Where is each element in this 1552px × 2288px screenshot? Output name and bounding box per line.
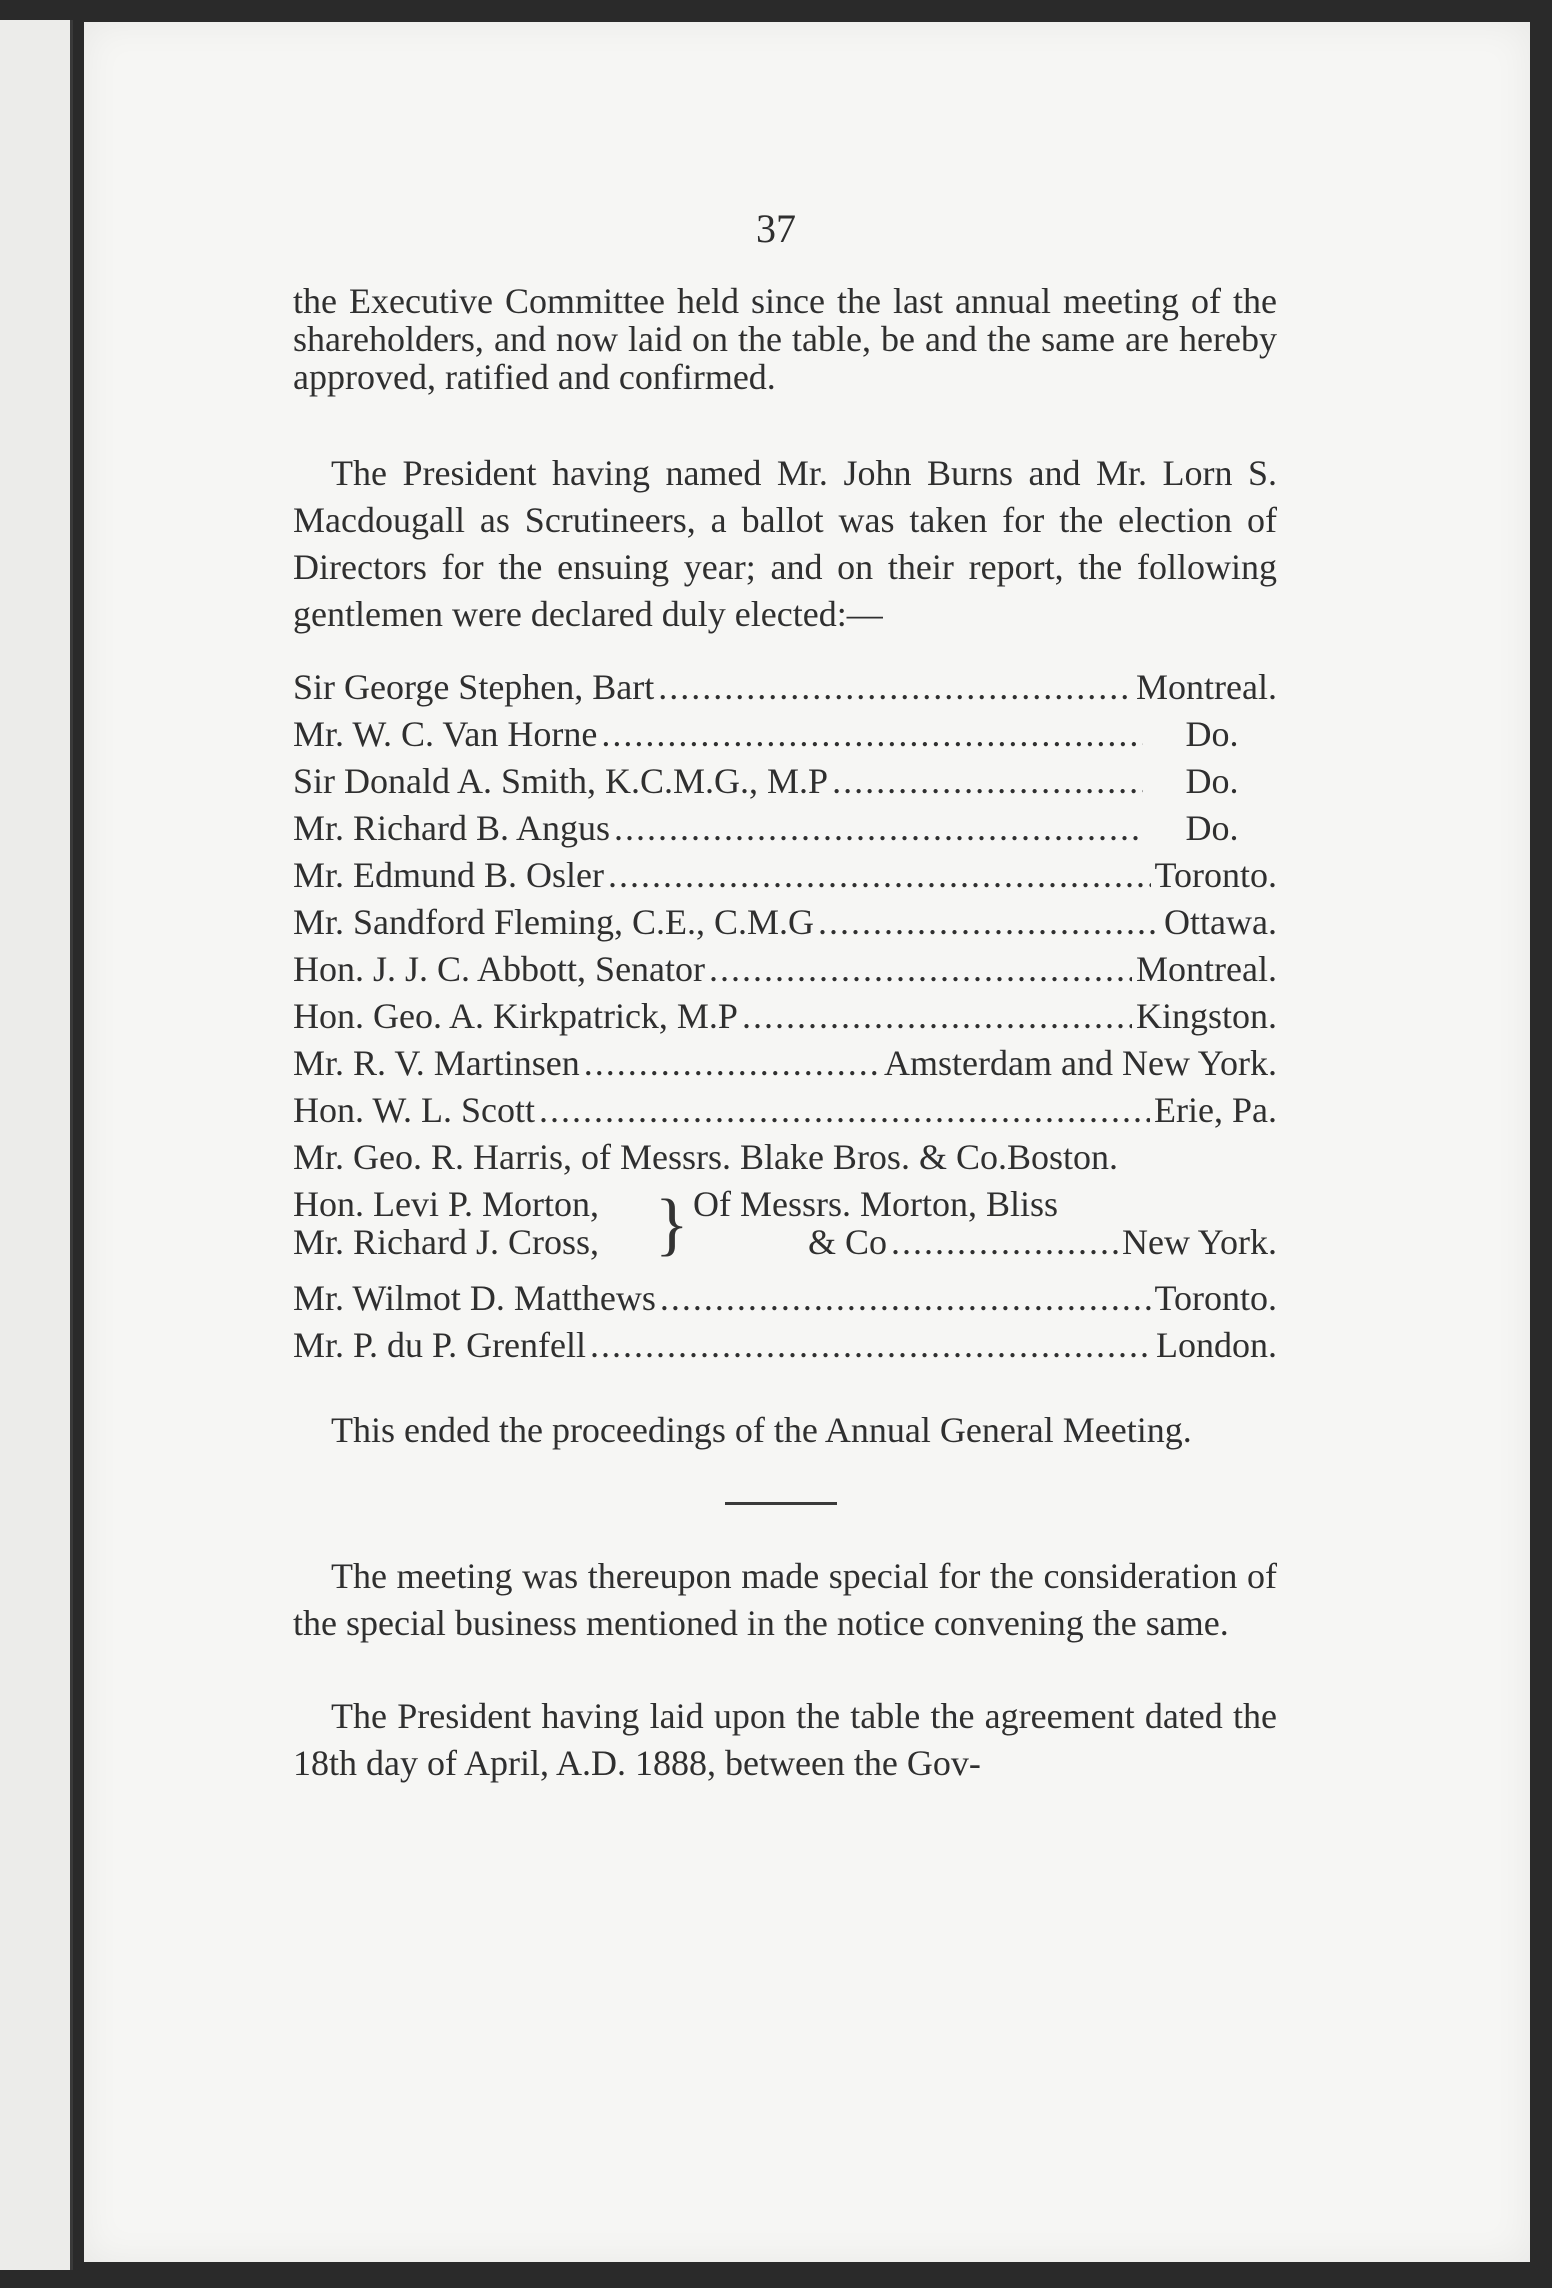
dot-leader — [539, 1087, 1150, 1134]
director-city: Amsterdam and New York. — [884, 1043, 1277, 1083]
director-city: Do. — [1185, 761, 1239, 801]
dot-leader — [891, 1219, 1118, 1266]
dot-leader — [709, 946, 1132, 993]
page-number: 37 — [756, 206, 796, 251]
director-name: Mr. Geo. R. Harris, of Messrs. Blake Bros. & Co. — [293, 1137, 1007, 1177]
director-city: Ottawa. — [1164, 902, 1277, 942]
firm-line — [808, 1219, 1277, 1266]
director-row — [293, 1087, 1277, 1134]
dot-leader — [601, 711, 1143, 758]
director-name: Sir George Stephen, Bart — [293, 667, 655, 707]
paragraph-agreement: The President having laid upon the table the agreement dated the 18th day of April, A.D. 1888, between the Gov- — [293, 1696, 1277, 1783]
joint-director-entry — [293, 1181, 1277, 1275]
director-name: Mr. Richard B. Angus — [293, 808, 611, 848]
director-name: Hon. J. J. C. Abbott, Senator — [293, 949, 706, 989]
firm-name-suffix: & Co — [808, 1222, 888, 1262]
director-city: London. — [1156, 1325, 1277, 1365]
director-name: Mr. P. du P. Grenfell — [293, 1325, 587, 1365]
dot-leader — [818, 899, 1160, 946]
director-name: Mr. Edmund B. Osler — [293, 855, 604, 895]
paragraph-scrutineers: The President having named Mr. John Burns and Mr. Lorn S. Macdougall as Scrutineers, a ballot was taken for the election of Directors for the ensuing year; and on their report, the following gentlemen were declared duly elected:— — [293, 453, 1277, 634]
paragraph-continuation: the Executive Committee held since the last annual meeting of the shareholders, and now laid on the table, be and the same are hereby approved, ratified and confirmed. — [293, 281, 1277, 397]
director-row — [293, 1040, 1277, 1087]
director-row — [293, 1322, 1277, 1369]
director-row — [293, 852, 1277, 899]
dot-leader — [590, 1322, 1152, 1369]
director-row — [293, 899, 1277, 946]
director-row — [293, 946, 1277, 993]
director-city: Kingston. — [1135, 996, 1277, 1036]
director-city: Toronto. — [1154, 855, 1277, 895]
director-name: Sir Donald A. Smith, K.C.M.G., M.P — [293, 761, 829, 801]
director-name: Hon. Geo. A. Kirkpatrick, M.P — [293, 996, 738, 1036]
director-row — [293, 993, 1277, 1040]
dot-leader — [584, 1040, 880, 1087]
dot-leader — [742, 993, 1132, 1040]
director-name: Hon. W. L. Scott — [293, 1090, 536, 1130]
director-city: Boston. — [1006, 1137, 1118, 1177]
paragraph-meeting-ended: This ended the proceedings of the Annual General Meeting. — [331, 1410, 1192, 1450]
page-content — [293, 282, 1277, 1787]
adjacent-page-edge — [0, 20, 73, 2270]
director-row — [293, 1134, 1277, 1181]
director-row — [293, 805, 1277, 852]
director-city: Toronto. — [1154, 1278, 1277, 1318]
director-city: New York. — [1121, 1222, 1277, 1262]
paragraph-special-meeting: The meeting was thereupon made special for the consideration of the special business mentioned in the notice convening the same. — [293, 1556, 1277, 1643]
director-name: Mr. Wilmot D. Matthews — [293, 1278, 656, 1318]
director-city: Do. — [1185, 808, 1239, 848]
director-row — [293, 664, 1277, 711]
director-city: Montreal. — [1136, 949, 1277, 989]
director-row — [293, 758, 1277, 805]
director-city: Do. — [1185, 714, 1239, 754]
director-row — [293, 711, 1277, 758]
section-divider — [725, 1502, 837, 1505]
director-name: Mr. R. V. Martinsen — [293, 1043, 580, 1083]
director-name: Hon. Levi P. Morton, — [293, 1184, 599, 1224]
brace-glyph: } — [655, 1186, 689, 1263]
dot-leader — [614, 805, 1143, 852]
dot-leader — [660, 1275, 1151, 1322]
director-city: Montreal. — [1136, 667, 1277, 707]
director-name: Mr. W. C. Van Horne — [293, 714, 598, 754]
firm-name: Of Messrs. Morton, Bliss — [693, 1184, 1059, 1224]
director-name: Mr. Sandford Fleming, C.E., C.M.G — [293, 902, 815, 942]
dot-leader — [608, 852, 1151, 899]
director-city: Erie, Pa. — [1154, 1090, 1277, 1130]
dot-leader — [832, 758, 1143, 805]
director-name: Mr. Richard J. Cross, — [293, 1222, 599, 1262]
dot-leader — [658, 664, 1132, 711]
directors-list — [293, 664, 1277, 1369]
director-row — [293, 1275, 1277, 1322]
